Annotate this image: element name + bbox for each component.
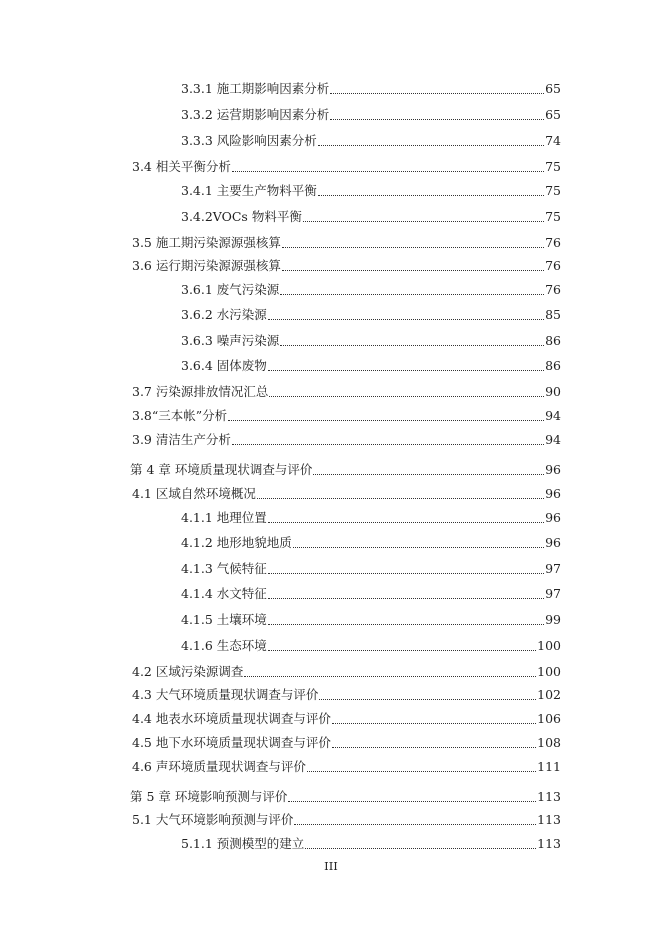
toc-entry[interactable]: [132, 662, 561, 680]
toc-entry[interactable]: [132, 157, 561, 175]
toc-entry-title: 4.3 大气环境质量现状调查与评价: [132, 687, 319, 702]
toc-entry-page: 94: [545, 408, 561, 423]
toc-entry-title: 3.6.2 水污染源: [181, 307, 267, 322]
toc-entry[interactable]: [181, 636, 561, 654]
toc-entry[interactable]: [181, 584, 561, 602]
toc-entry-page: 113: [537, 836, 561, 851]
toc-entry-page: 113: [537, 789, 561, 804]
toc-entry[interactable]: [181, 834, 561, 852]
toc-entry[interactable]: [132, 810, 561, 828]
toc-entry[interactable]: [181, 207, 561, 225]
toc-entry-page: 106: [537, 711, 561, 726]
toc-entry-title: 3.4.2VOCs 物料平衡: [181, 209, 302, 224]
toc-entry[interactable]: [132, 733, 561, 751]
toc-entry[interactable]: [181, 610, 561, 628]
dot-leader: [305, 847, 536, 849]
dot-leader: [244, 675, 536, 677]
toc-entry-page: 111: [537, 759, 561, 774]
toc-entry-page: 100: [537, 664, 561, 679]
toc-entry[interactable]: [181, 79, 561, 97]
toc-entry[interactable]: [181, 559, 561, 577]
dot-leader: [293, 546, 544, 548]
toc-entry-title: 5.1.1 预测模型的建立: [181, 836, 305, 851]
dot-leader: [268, 623, 544, 625]
toc-entry-page: 102: [537, 687, 561, 702]
toc-entry-page: 96: [545, 510, 561, 525]
toc-entry-title: 3.6.3 噪声污染源: [181, 333, 280, 348]
toc-entry-title: 第 5 章 环境影响预测与评价: [130, 789, 288, 804]
dot-leader: [330, 118, 544, 120]
toc-entry-page: 108: [537, 735, 561, 750]
dot-leader: [280, 344, 544, 346]
toc-entry-title: 3.7 污染源排放情况汇总: [132, 384, 269, 399]
toc-entry-title: 3.3.3 风险影响因素分析: [181, 133, 317, 148]
toc-entry-page: 99: [545, 612, 561, 627]
toc-entry-page: 86: [545, 333, 561, 348]
toc-entry[interactable]: [181, 305, 561, 323]
dot-leader: [332, 722, 536, 724]
toc-entry-title: 3.6.1 废气污染源: [181, 282, 280, 297]
toc-entry[interactable]: [132, 382, 561, 400]
toc-entry-page: 74: [545, 133, 561, 148]
toc-entry-title: 4.1.5 土壤环境: [181, 612, 267, 627]
dot-leader: [269, 395, 544, 397]
toc-entry-title: 3.6 运行期污染源源强核算: [132, 258, 281, 273]
toc-chapter-entry[interactable]: [130, 460, 561, 478]
dot-leader: [268, 318, 544, 320]
toc-entry-page: 86: [545, 358, 561, 373]
toc-entry-title: 4.5 地下水环境质量现状调查与评价: [132, 735, 331, 750]
toc-entry-page: 97: [545, 561, 561, 576]
toc-entry-title: 4.1.2 地形地貌地质: [181, 535, 292, 550]
dot-leader: [232, 443, 544, 445]
toc-entry-title: 4.1.6 生态环境: [181, 638, 267, 653]
toc-entry[interactable]: [132, 685, 561, 703]
toc-entry[interactable]: [132, 233, 561, 251]
toc-entry[interactable]: [181, 280, 561, 298]
dot-leader: [257, 497, 544, 499]
page-number: III: [324, 859, 338, 873]
dot-leader: [268, 649, 536, 651]
toc-entry-page: 65: [545, 107, 561, 122]
dot-leader: [307, 770, 536, 772]
toc-chapter-entry[interactable]: [130, 787, 561, 805]
toc-entry[interactable]: [132, 406, 561, 424]
dot-leader: [318, 144, 544, 146]
toc-entry-title: 第 4 章 环境质量现状调查与评价: [130, 462, 313, 477]
toc-entry[interactable]: [132, 757, 561, 775]
toc-entry[interactable]: [181, 105, 561, 123]
toc-entry-page: 97: [545, 586, 561, 601]
dot-leader: [282, 246, 544, 248]
dot-leader: [332, 746, 536, 748]
toc-entry-title: 3.5 施工期污染源源强核算: [132, 235, 281, 250]
toc-entry-page: 76: [545, 235, 561, 250]
dot-leader: [280, 293, 544, 295]
toc-entry-page: 96: [545, 486, 561, 501]
toc-entry[interactable]: [132, 709, 561, 727]
toc-entry-title: 3.6.4 固体废物: [181, 358, 267, 373]
toc-entry-page: 65: [545, 81, 561, 96]
dot-leader: [288, 800, 536, 802]
toc-entry-title: 3.4.1 主要生产物料平衡: [181, 183, 317, 198]
toc-entry-title: 3.4 相关平衡分析: [132, 159, 231, 174]
dot-leader: [228, 419, 544, 421]
toc-entry-page: 75: [545, 183, 561, 198]
toc-entry-page: 96: [545, 462, 561, 477]
dot-leader: [268, 369, 544, 371]
toc-entry[interactable]: [181, 533, 561, 551]
toc-entry-page: 100: [537, 638, 561, 653]
toc-entry[interactable]: [181, 181, 561, 199]
toc-entry[interactable]: [181, 356, 561, 374]
toc-entry-title: 3.3.1 施工期影响因素分析: [181, 81, 330, 96]
toc-entry-page: 75: [545, 159, 561, 174]
dot-leader: [319, 698, 536, 700]
toc-entry-title: 3.9 清洁生产分析: [132, 432, 231, 447]
dot-leader: [268, 572, 544, 574]
toc-entry[interactable]: [181, 131, 561, 149]
toc-entry[interactable]: [132, 484, 561, 502]
toc-entry-title: 3.3.2 运营期影响因素分析: [181, 107, 330, 122]
toc-entry-page: 113: [537, 812, 561, 827]
toc-entry-page: 75: [545, 209, 561, 224]
toc-entry-title: 4.6 声环境质量现状调查与评价: [132, 759, 306, 774]
dot-leader: [318, 194, 544, 196]
toc-entry-page: 94: [545, 432, 561, 447]
dot-leader: [268, 597, 544, 599]
dot-leader: [282, 269, 544, 271]
toc-entry-page: 85: [545, 307, 561, 322]
toc-entry-title: 4.4 地表水环境质量现状调查与评价: [132, 711, 331, 726]
toc-entry-title: 5.1 大气环境影响预测与评价: [132, 812, 294, 827]
dot-leader: [313, 473, 544, 475]
toc-entry-page: 96: [545, 535, 561, 550]
toc-entry[interactable]: [132, 430, 561, 448]
dot-leader: [330, 92, 544, 94]
toc-entry-title: 4.1.3 气候特征: [181, 561, 267, 576]
toc-entry-title: 3.8“三本帐”分析: [132, 408, 228, 423]
dot-leader: [268, 521, 544, 523]
toc-entry-title: 4.2 区域污染源调查: [132, 664, 244, 679]
toc-entry-title: 4.1.1 地理位置: [181, 510, 267, 525]
toc-entry-page: 76: [545, 282, 561, 297]
toc-entry-title: 4.1 区域自然环境概况: [132, 486, 256, 501]
toc-entry[interactable]: [181, 331, 561, 349]
toc-entry-page: 76: [545, 258, 561, 273]
dot-leader: [303, 220, 544, 222]
dot-leader: [232, 170, 544, 172]
toc-entry[interactable]: [132, 256, 561, 274]
dot-leader: [294, 823, 536, 825]
toc-entry-page: 90: [545, 384, 561, 399]
toc-entry[interactable]: [181, 508, 561, 526]
toc-entry-title: 4.1.4 水文特征: [181, 586, 267, 601]
